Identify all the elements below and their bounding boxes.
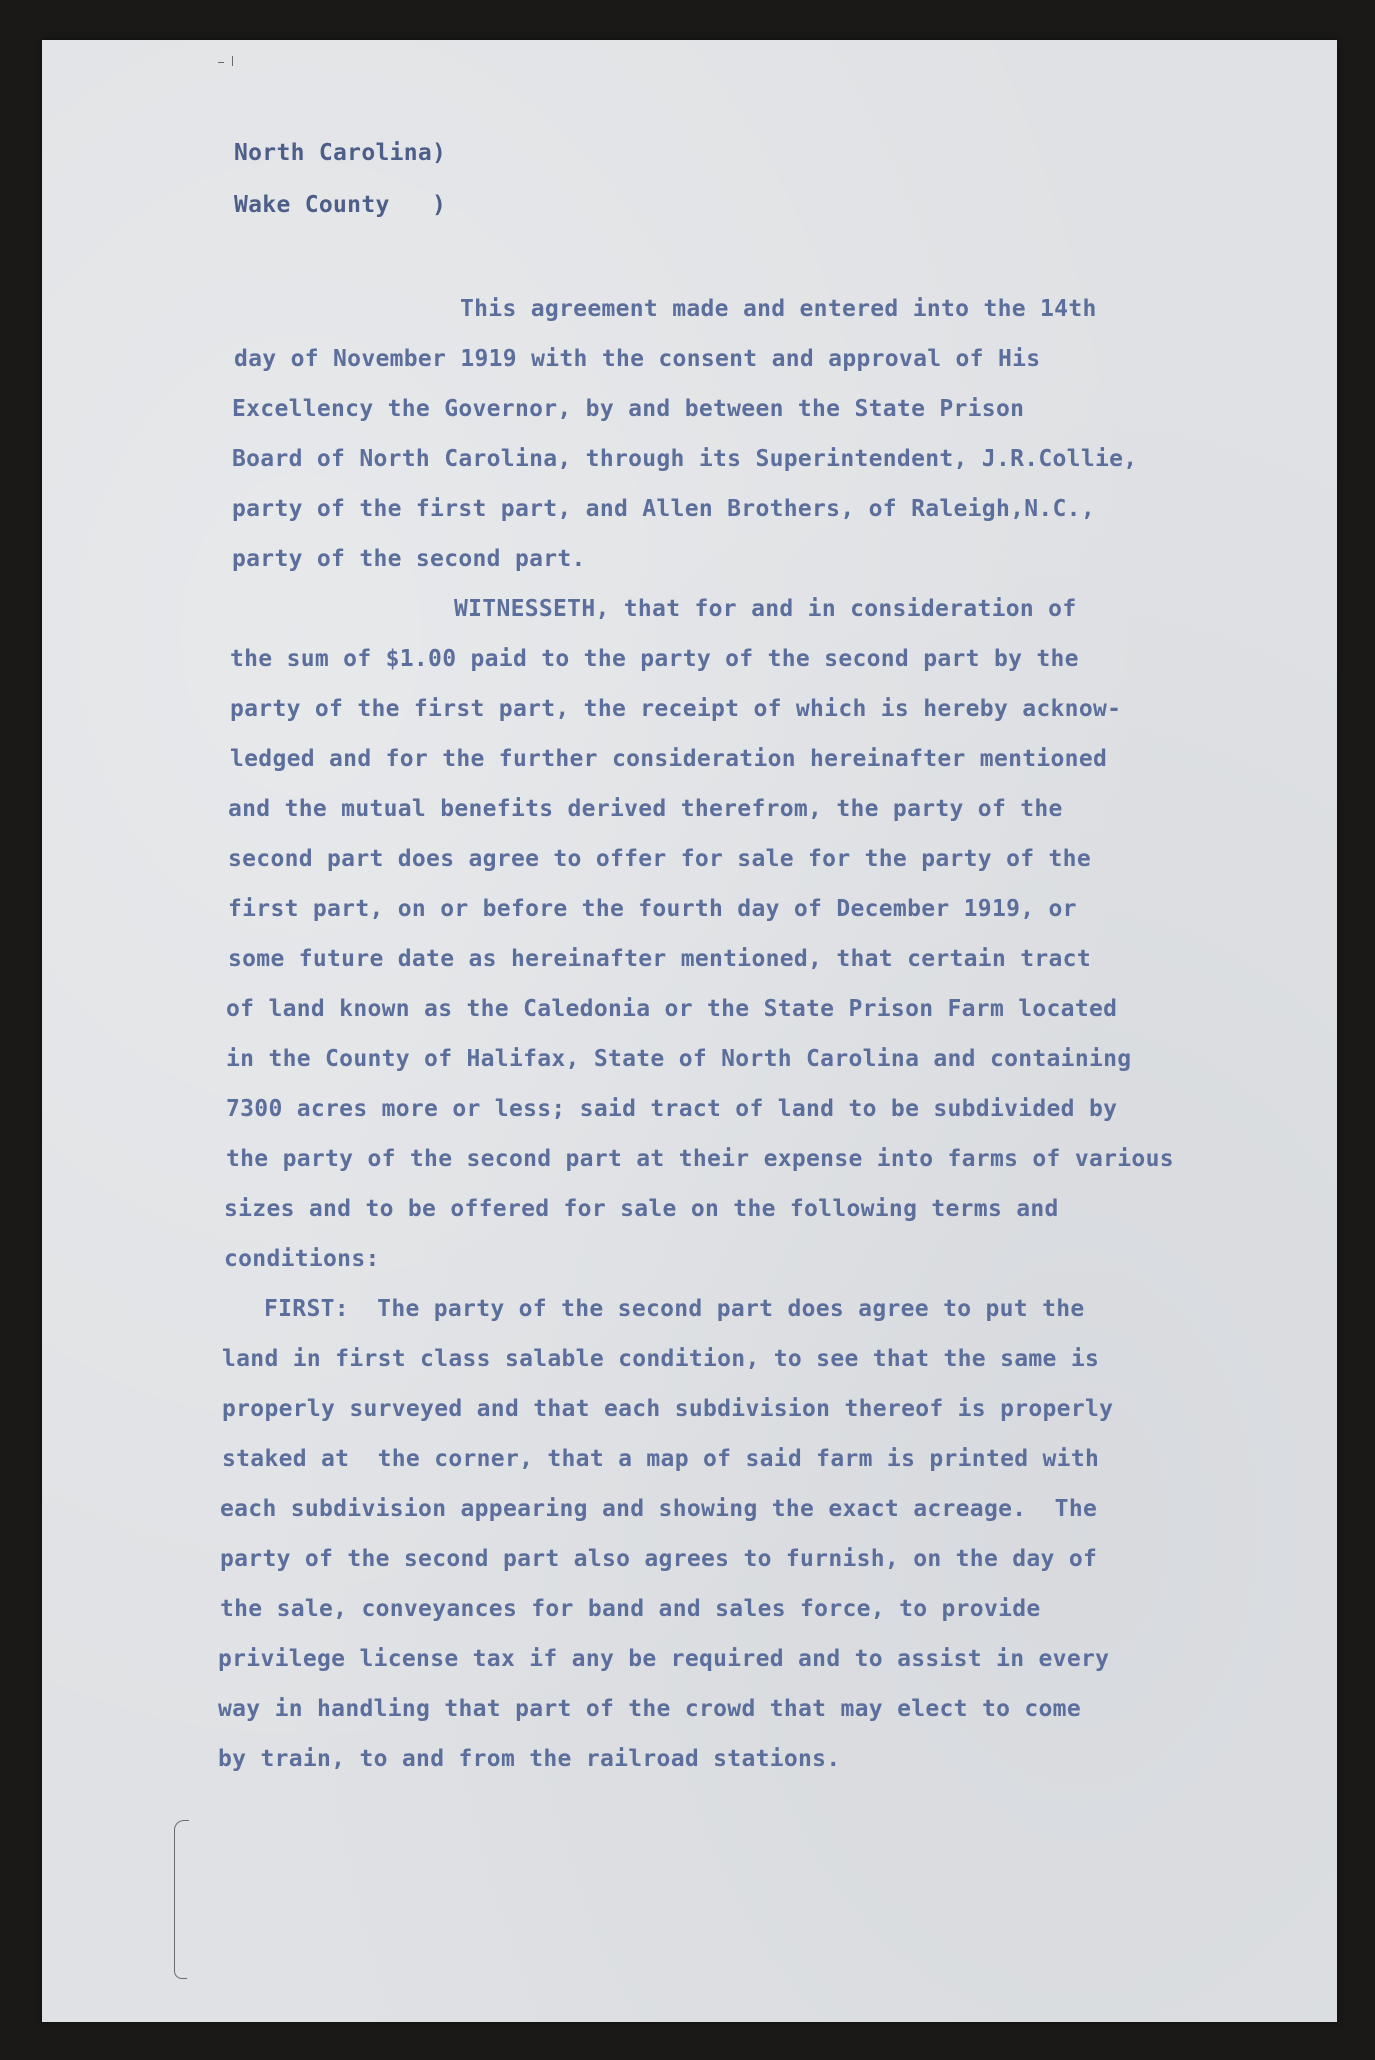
- body-line: and the mutual benefits derived therefrom, the party of the: [228, 796, 1063, 822]
- body-line: 7300 acres more or less; said tract of land to be subdivided by: [226, 1096, 1118, 1122]
- body-line: FIRST: The party of the second part does agree to put the: [264, 1296, 1085, 1322]
- body-line: way in handling that part of the crowd that may elect to come: [218, 1696, 1081, 1722]
- body-line: land in first class salable condition, to see that the same is: [222, 1346, 1100, 1372]
- body-line: party of the second part also agrees to furnish, on the day of: [220, 1546, 1098, 1572]
- body-line: party of the first part, and Allen Brothers, of Raleigh,N.C.,: [232, 496, 1095, 522]
- caption-state: North Carolina): [234, 140, 447, 166]
- pencil-mark: [174, 1970, 187, 1979]
- body-line: WITNESSETH, that for and in consideration of: [454, 596, 1077, 622]
- body-line: Board of North Carolina, through its Superintendent, J.R.Collie,: [232, 446, 1138, 472]
- body-line: party of the first part, the receipt of which is hereby acknow-: [230, 696, 1122, 722]
- body-line: Excellency the Governor, by and between the State Prison: [232, 396, 1025, 422]
- body-line: day of November 1919 with the consent and approval of His: [234, 346, 1041, 372]
- body-line: sizes and to be offered for sale on the following terms and: [224, 1196, 1059, 1222]
- body-line: staked at the corner, that a map of said farm is printed with: [222, 1446, 1100, 1472]
- document-page: [42, 40, 1337, 2022]
- body-line: conditions:: [224, 1246, 380, 1272]
- body-line: first part, on or before the fourth day of December 1919, or: [228, 896, 1077, 922]
- caption-county: Wake County ): [234, 192, 447, 218]
- body-line: of land known as the Caledonia or the State Prison Farm located: [226, 996, 1118, 1022]
- pencil-bracket-mark: [174, 1820, 189, 1971]
- pencil-mark: [218, 62, 224, 63]
- pencil-mark: [232, 56, 233, 66]
- body-line: ledged and for the further consideration hereinafter mentioned: [230, 746, 1108, 772]
- body-line: party of the second part.: [232, 546, 586, 572]
- body-line: some future date as hereinafter mentioned, that certain tract: [228, 946, 1091, 972]
- body-line: the party of the second part at their expense into farms of various: [226, 1146, 1174, 1172]
- body-line: the sale, conveyances for band and sales force, to provide: [220, 1596, 1041, 1622]
- body-line: the sum of $1.00 paid to the party of the second part by the: [230, 646, 1079, 672]
- body-line: properly surveyed and that each subdivision thereof is properly: [222, 1396, 1114, 1422]
- body-line: by train, to and from the railroad stations.: [218, 1746, 841, 1772]
- body-line: This agreement made and entered into the 14th: [460, 296, 1097, 322]
- body-line: second part does agree to offer for sale for the party of the: [228, 846, 1091, 872]
- body-line: privilege license tax if any be required and to assist in every: [218, 1646, 1110, 1672]
- body-line: in the County of Halifax, State of North Carolina and containing: [226, 1046, 1132, 1072]
- body-line: each subdivision appearing and showing the exact acreage. The: [220, 1496, 1098, 1522]
